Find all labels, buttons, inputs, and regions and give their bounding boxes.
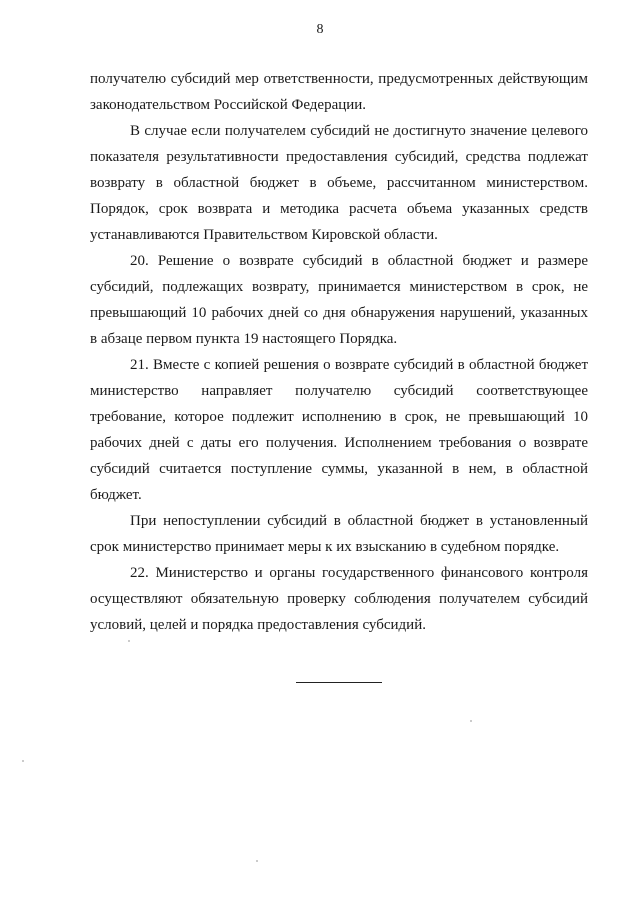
paragraph-non-receipt: При непоступлении субсидий в областной бюджет в установленный срок министерство принимает меры к их взысканию в судебном порядке.	[90, 513, 588, 555]
scan-speck	[128, 640, 130, 642]
paragraph-item-20: 20. Решение о возврате субсидий в областной бюджет и размере субсидий, подлежащих возврату, принимается министерством в срок, не превышающий 10 рабочих дней со дня обнаружения нарушений, указанных в абзаце первом пункта 19 настоящего Порядка.	[90, 253, 588, 347]
page-number: 8	[316, 22, 324, 37]
paragraph-item-22: 22. Министерство и органы государственного финансового контроля осуществляют обязательную проверку соблюдения получателем субсидий условий, целей и порядка предоставления субсидий.	[90, 565, 588, 633]
paragraph-continuation: получателю субсидий мер ответственности, предусмотренных действующим законодательством Российской Федерации.	[90, 71, 588, 113]
scan-speck	[22, 760, 24, 762]
end-divider-line	[296, 682, 382, 683]
scan-speck	[256, 860, 258, 862]
scan-speck	[470, 720, 472, 722]
paragraph-target-indicator: В случае если получателем субсидий не достигнуто значение целевого показателя результативности предоставления субсидий, средства подлежат возврату в областной бюджет в объеме, рассчитанном министерством. Порядок, срок возврата и методика расчета объема указанных средств устанавливаются Правительством Кировской области.	[90, 123, 588, 243]
paragraph-item-21: 21. Вместе с копией решения о возврате субсидий в областной бюджет министерство направляет получателю субсидий соответствующее требование, которое подлежит исполнению в срок, не превышающий 10 рабочих дней с даты его получения. Исполнением требования о возврате субсидий считается поступление суммы, указанной в нем, в областной бюджет.	[90, 357, 588, 503]
document-body	[90, 66, 588, 638]
